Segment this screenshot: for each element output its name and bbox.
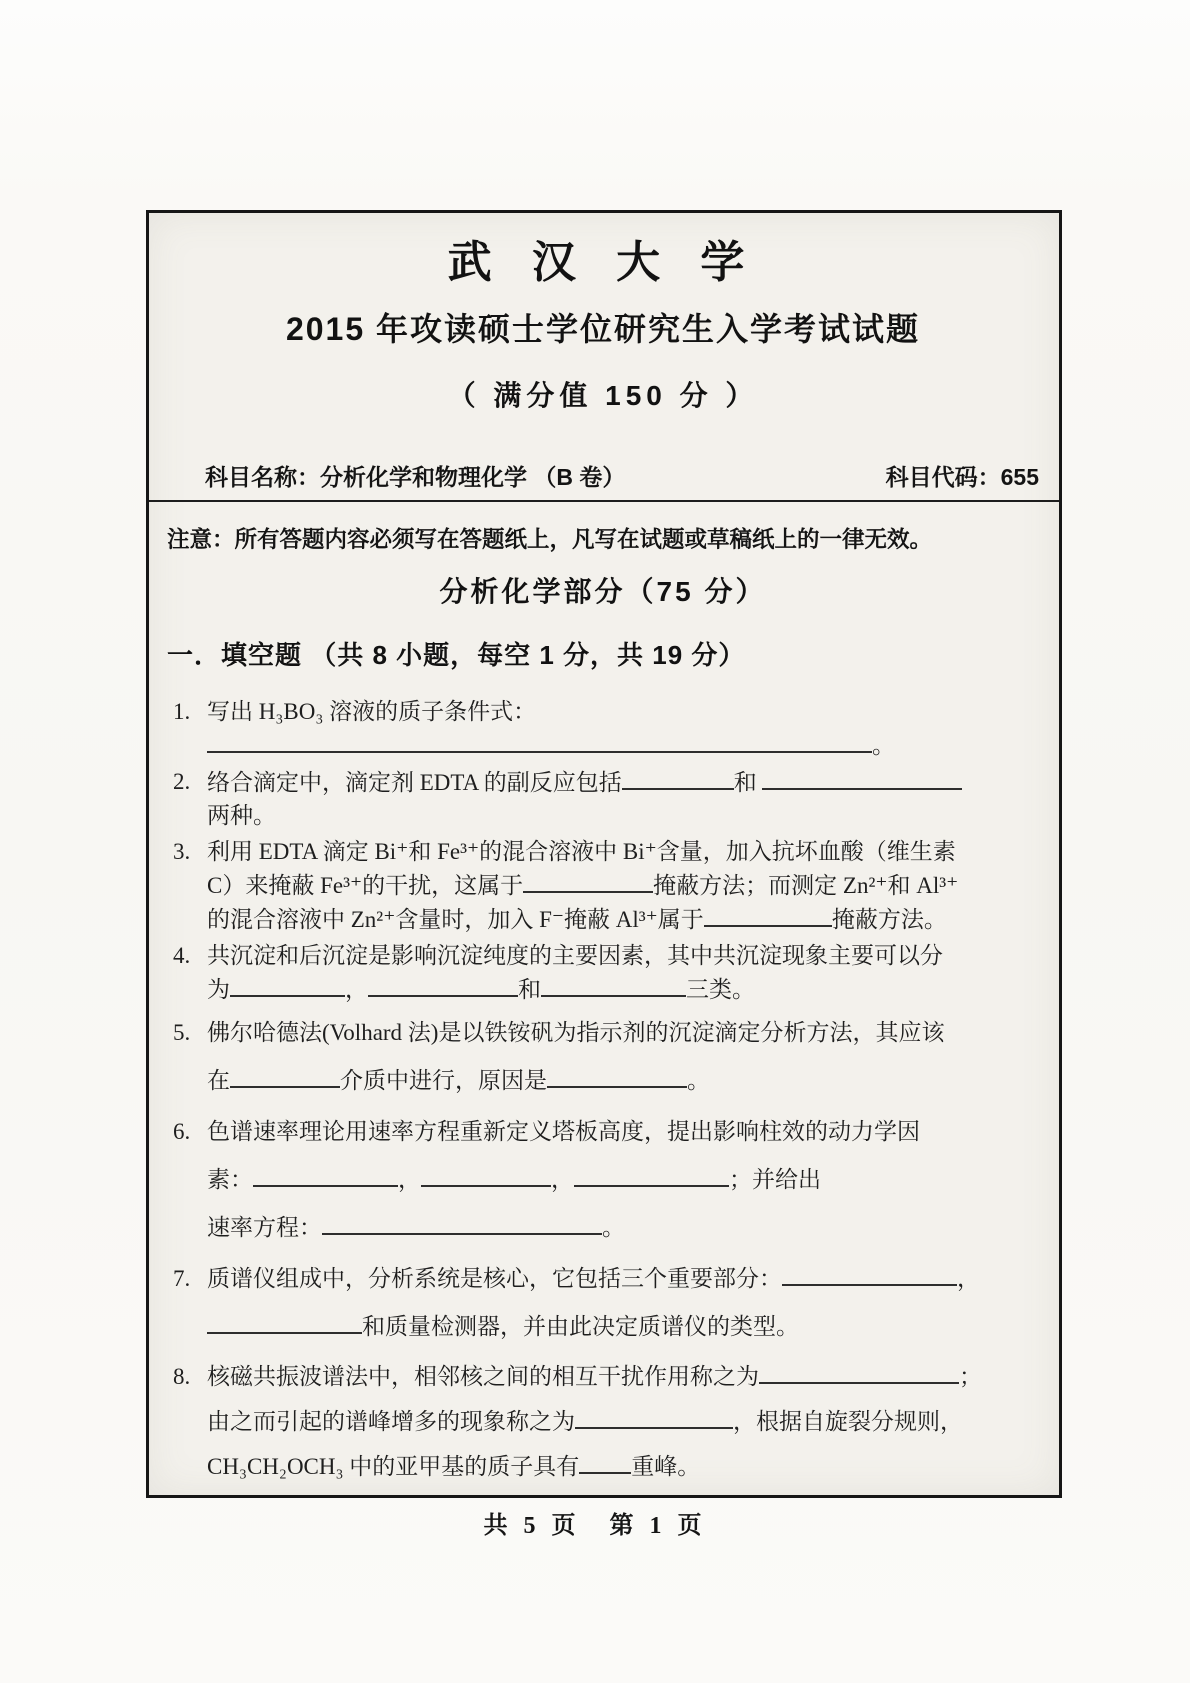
- question-text: 掩蔽方法。: [831, 907, 947, 932]
- answer-blank: [759, 1359, 959, 1384]
- answer-blank: [704, 902, 832, 927]
- question-text: 质谱仪组成中，分析系统是核心，它包括三个重要部分：: [207, 1266, 782, 1291]
- exam-sheet: [146, 210, 1062, 1498]
- question-text: C）来掩蔽 Fe³⁺的干扰，这属于: [207, 873, 524, 898]
- question-text: 重峰。: [631, 1454, 701, 1479]
- question-text: 三类。: [686, 977, 755, 1002]
- question-text: 和: [518, 977, 541, 1002]
- question-8: [167, 1354, 1039, 1489]
- question-number: 2.: [173, 769, 191, 794]
- question-number: 1.: [173, 699, 191, 724]
- question-text: CH₃CH₂OCH₃ 中的亚甲基的质子具有: [207, 1454, 580, 1479]
- university-name: 武 汉 大 学: [447, 238, 759, 287]
- answer-blank: [574, 1162, 729, 1187]
- question-text: 素：: [207, 1167, 253, 1192]
- question-text: 色谱速率理论用速率方程重新定义塔板高度，提出影响柱效的动力学因: [207, 1119, 920, 1144]
- answer-blank: [368, 972, 518, 997]
- question-5: [167, 1009, 1039, 1105]
- question-text: ，: [345, 977, 368, 1002]
- question-body: [207, 1354, 1039, 1489]
- answer-blank: [541, 972, 686, 997]
- question-text: 写出 H₃BO₃ 溶液的质子条件式：: [207, 699, 537, 724]
- question-text: 和质量检测器，并由此决定质谱仪的类型。: [362, 1314, 799, 1339]
- question-body: [207, 1009, 1039, 1105]
- answer-blank: [230, 972, 345, 997]
- question-text: ，根据自旋裂分规则，: [733, 1409, 963, 1434]
- section-title: 分析化学部分（75 分）: [439, 576, 767, 607]
- question-body: [207, 835, 1039, 936]
- subject-name-label: 科目名称：: [205, 464, 320, 490]
- question-text: 共沉淀和后沉淀是影响沉淀纯度的主要因素，其中共沉淀现象主要可以分: [207, 943, 943, 968]
- answer-blank: [207, 728, 872, 753]
- answer-blank: [322, 1210, 602, 1235]
- question-1: [167, 695, 1039, 762]
- question-text: ，: [551, 1167, 574, 1192]
- answer-blank: [253, 1162, 398, 1187]
- question-list: [167, 695, 1039, 1489]
- question-text: 由之而引起的谱峰增多的现象称之为: [207, 1409, 575, 1434]
- question-body: [207, 1108, 1039, 1252]
- question-body: [207, 695, 1039, 762]
- question-text: 。: [872, 733, 895, 758]
- subject-name-value: 分析化学和物理化学 （B 卷）: [320, 464, 626, 490]
- full-score: （ 满分值 150 分 ）: [447, 380, 759, 411]
- question-number: 5.: [173, 1020, 191, 1045]
- question-number: 3.: [173, 839, 191, 864]
- question-4: [167, 939, 1039, 1006]
- question-text: 介质中进行，原因是: [340, 1068, 547, 1093]
- answer-blank: [782, 1261, 957, 1286]
- page-footer: 共 5 页 第 1 页: [483, 1513, 707, 1539]
- header-divider: [149, 500, 1059, 502]
- question-text: 在: [207, 1068, 230, 1093]
- question-number: 6.: [173, 1119, 191, 1144]
- subject-row: [167, 465, 1039, 490]
- answer-blank: [579, 1449, 631, 1474]
- question-text: 的混合溶液中 Zn²⁺含量时，加入 F⁻掩蔽 Al³⁺属于: [207, 907, 704, 932]
- answer-blank: [523, 868, 653, 893]
- question-body: [207, 939, 1039, 1006]
- question-text: 速率方程：: [207, 1215, 322, 1240]
- question-text: ；: [959, 1364, 982, 1389]
- question-body: [207, 1255, 1039, 1351]
- answer-blank: [207, 1309, 362, 1334]
- notice-line: 注意：所有答题内容必须写在答题纸上，凡写在试题或草稿纸上的一律无效。: [167, 527, 933, 552]
- question-3: [167, 835, 1039, 936]
- part-one-title: 一．填空题 （共 8 小题，每空 1 分，共 19 分）: [167, 640, 746, 670]
- question-text: 两种。: [207, 803, 276, 828]
- question-text: 掩蔽方法；而测定 Zn²⁺和 Al³⁺: [653, 873, 959, 898]
- question-text: ，: [957, 1266, 980, 1291]
- question-text: ，: [398, 1167, 421, 1192]
- answer-blank: [575, 1404, 733, 1429]
- subject-code: [886, 465, 1039, 490]
- question-text: ；并给出: [729, 1167, 821, 1192]
- question-text: 核磁共振波谱法中，相邻核之间的相互干扰作用称之为: [207, 1364, 759, 1389]
- question-7: [167, 1255, 1039, 1351]
- question-text: 。: [687, 1068, 710, 1093]
- answer-blank: [762, 765, 962, 790]
- question-number: 4.: [173, 943, 191, 968]
- question-body: [207, 765, 1039, 832]
- question-text: 。: [602, 1215, 625, 1240]
- question-text: 为: [207, 977, 230, 1002]
- answer-blank: [622, 765, 734, 790]
- answer-blank: [547, 1063, 687, 1088]
- question-text: 利用 EDTA 滴定 Bi⁺和 Fe³⁺的混合溶液中 Bi⁺含量，加入抗坏血酸（维生素: [207, 839, 956, 864]
- question-text: 佛尔哈德法(Volhard 法)是以铁铵矾为指示剂的沉淀滴定分析方法，其应该: [207, 1020, 945, 1045]
- exam-title: 2015 年攻读硕士学位研究生入学考试试题: [285, 311, 921, 347]
- subject-code-value: 655: [1000, 464, 1039, 490]
- question-number: 7.: [173, 1266, 191, 1291]
- subject-name: [205, 465, 625, 490]
- question-2: [167, 765, 1039, 832]
- answer-blank: [230, 1063, 340, 1088]
- question-6: [167, 1108, 1039, 1252]
- question-number: 8.: [173, 1364, 191, 1389]
- question-text: 络合滴定中，滴定剂 EDTA 的副反应包括: [207, 770, 622, 795]
- question-text: 和: [733, 770, 763, 795]
- subject-code-label: 科目代码：: [885, 464, 1001, 490]
- answer-blank: [421, 1162, 551, 1187]
